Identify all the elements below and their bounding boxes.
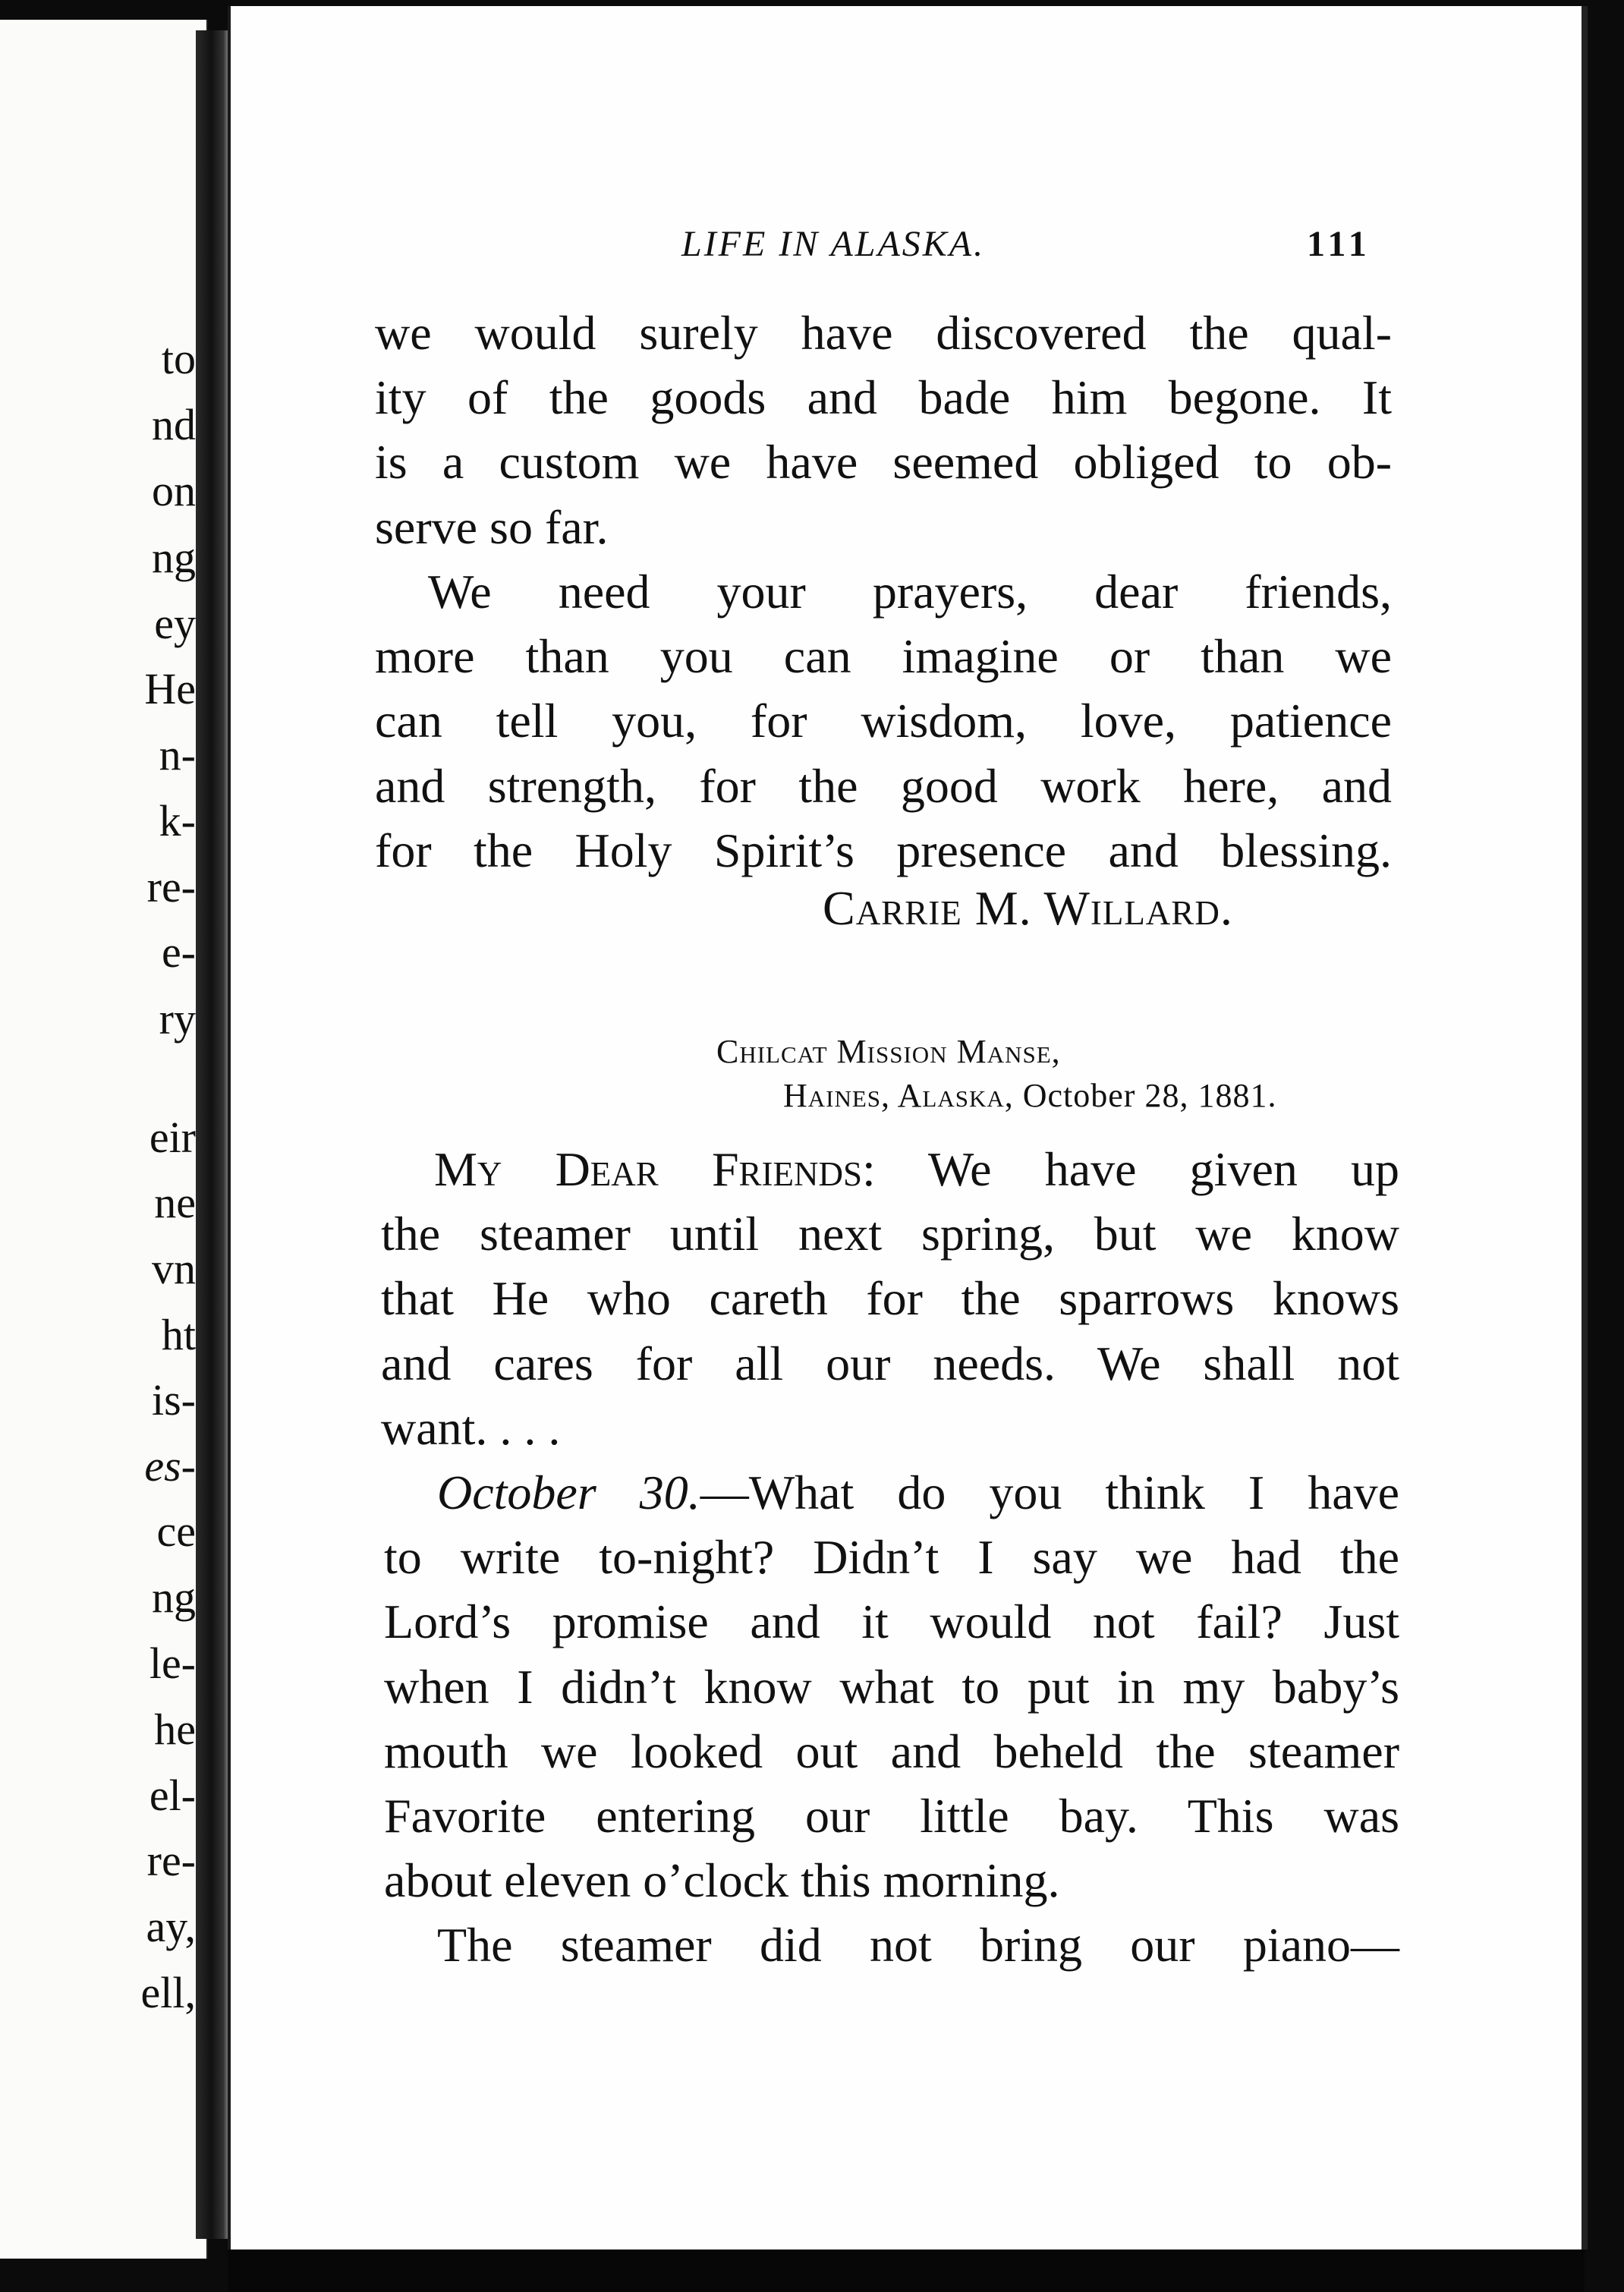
text-line: when I didn’t know what to put in my baby’s	[384, 1659, 1399, 1714]
left-page-fragment: eir	[149, 1113, 196, 1162]
letter-paragraph	[381, 1137, 1399, 1460]
left-page-fragment: re-	[146, 1836, 196, 1885]
text-span: We have given up	[927, 1142, 1400, 1196]
text-line: for the Holy Spirit’s presence and blessing.	[375, 823, 1392, 877]
left-page-fragment: ce	[156, 1506, 196, 1556]
left-page-fragment: ey	[154, 599, 196, 648]
final-paragraph	[384, 1913, 1399, 1977]
text-line: about eleven o’clock this morning.	[384, 1853, 1060, 1908]
left-page-fragment: k-	[159, 796, 196, 845]
text-line: ity of the goods and bade him begone. It	[375, 370, 1392, 425]
paragraph-continuation	[375, 301, 1392, 559]
signature: Carrie M. Willard.	[823, 881, 1233, 935]
left-page-fragment: el-	[149, 1771, 196, 1820]
left-page-fragment: le-	[149, 1639, 196, 1688]
left-page-fragment: n-	[159, 730, 196, 779]
dateline-date: October 28, 1881.	[1022, 1077, 1277, 1114]
left-page-fragment: ng	[152, 1573, 196, 1622]
left-page-fragment: to	[161, 334, 196, 383]
text-line: to write to-night? Didn’t I say we had the	[384, 1530, 1399, 1585]
text-line	[384, 1460, 1399, 1525]
text-line: want. . . .	[381, 1400, 561, 1455]
left-page-fragment: ht	[161, 1310, 196, 1359]
paragraph-prayers	[375, 559, 1392, 883]
text-line: We need your prayers, dear friends,	[428, 565, 1392, 619]
left-page-fragment: re-	[146, 862, 196, 911]
text-line: the steamer until next spring, but we know	[381, 1207, 1399, 1261]
text-line: mouth we looked out and beheld the steamer	[384, 1724, 1399, 1778]
left-page-fragment: ay,	[146, 1902, 196, 1951]
entry-date: October 30.	[437, 1466, 700, 1519]
text-line: more than you can imagine or than we	[375, 629, 1392, 684]
text-line: serve so far.	[375, 499, 609, 554]
left-page-fragment: vn	[152, 1244, 196, 1293]
text-line: Lord’s promise and it would not fail? Just	[384, 1595, 1399, 1649]
dateline-line-2	[783, 1076, 1276, 1115]
scan-bottom-edge	[228, 2249, 1585, 2292]
text-line: The steamer did not bring our piano—	[437, 1918, 1399, 1972]
left-page-fragment: ry	[159, 994, 196, 1044]
text-line	[381, 1137, 1399, 1201]
left-page-fragment: ell,	[140, 1968, 196, 2017]
book-page	[228, 6, 1588, 2249]
left-page-edge	[0, 20, 208, 2259]
text-line: and strength, for the good work here, and	[375, 758, 1392, 813]
running-title: LIFE IN ALASKA.	[681, 224, 986, 264]
text-span: —What do you think I have	[700, 1466, 1399, 1519]
left-page-fragment: nd	[152, 400, 196, 449]
left-page-fragment: ng	[152, 533, 196, 582]
left-page-fragment: ne	[154, 1178, 196, 1227]
salutation: My Dear Friends:	[434, 1142, 876, 1196]
left-page-fragment: he	[154, 1705, 196, 1754]
left-page-fragment: es-	[144, 1441, 196, 1491]
dateline-line-1: Chilcat Mission Manse,	[716, 1033, 1061, 1070]
text-line: we would surely have discovered the qual-	[375, 306, 1392, 360]
left-page-fragment: e-	[161, 927, 196, 977]
page-number: 111	[1307, 224, 1371, 264]
left-page-fragment: on	[152, 466, 196, 515]
text-line: is a custom we have seemed obliged to ob-	[375, 435, 1392, 490]
text-line: that He who careth for the sparrows knows	[381, 1271, 1399, 1326]
dateline-place: Haines, Alaska,	[783, 1077, 1014, 1114]
text-line: can tell you, for wisdom, love, patience	[375, 694, 1392, 748]
entry-october-30	[384, 1460, 1399, 1913]
left-page-fragment: He	[144, 664, 196, 713]
text-line: Favorite entering our little bay. This was	[384, 1788, 1399, 1843]
text-line: and cares for all our needs. We shall not	[381, 1336, 1399, 1390]
left-page-fragment: is-	[152, 1375, 196, 1425]
